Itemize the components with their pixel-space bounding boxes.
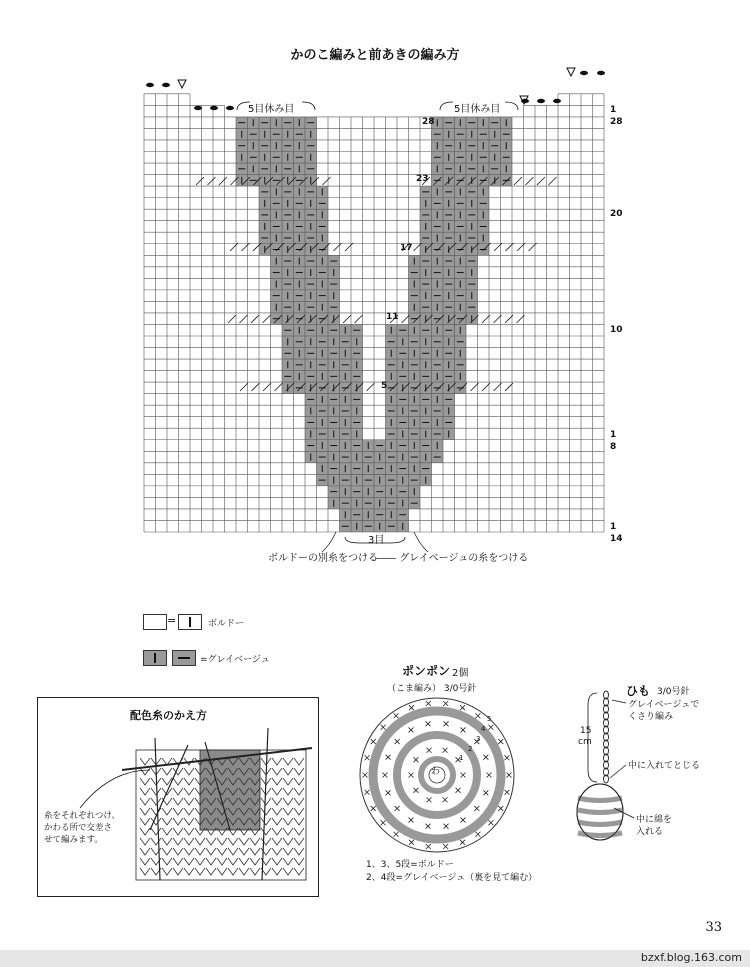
rest-label-left: 5目休み目: [248, 104, 295, 115]
page-number: 33: [705, 920, 722, 935]
pompom-subtitle: （こま編み） 3/0号針: [387, 684, 477, 694]
right-label: 1: [610, 105, 617, 115]
note-line: かわる所で交差さ: [44, 823, 113, 833]
round-number: 1: [459, 754, 464, 762]
cord-label-stuff-2: 入れる: [636, 827, 664, 837]
ball-stripe: [578, 822, 622, 825]
pompom-count: 2個: [452, 668, 469, 679]
right-label: 14: [610, 534, 623, 544]
cord-needle: 3/0号針: [657, 687, 690, 697]
cord-label-close: 中に入れてとじる: [628, 761, 701, 771]
round-number: 5: [487, 715, 492, 723]
bottom-note-right: ―― グレイベージュの糸をつける: [376, 553, 529, 564]
bottom-center-label: 3目: [368, 535, 385, 546]
round-number: 3: [476, 735, 481, 743]
rest-label-right: 5目休み目: [454, 104, 501, 115]
row-label-17: 17: [400, 243, 413, 253]
right-label: 28: [610, 117, 623, 127]
row-label-11: 11: [386, 312, 399, 322]
cord-unit: cm: [578, 737, 592, 747]
pompom-center-label: わ: [431, 767, 441, 777]
right-label: 1: [610, 522, 617, 532]
cord-label-stuff-1: 中に綿を: [636, 815, 673, 825]
right-label: 10: [610, 325, 623, 335]
legend-graybeige: =グレイベージュ: [200, 655, 270, 665]
round-number: 4: [481, 725, 486, 733]
cord-desc-2: くさり編み: [628, 712, 674, 722]
round-number: 2: [468, 745, 473, 753]
right-label: 20: [610, 209, 623, 219]
row-label-23: 23: [416, 174, 429, 184]
page-title: かのこ編みと前あきの編み方: [290, 48, 460, 63]
note-line: 糸をそれぞれつけ、: [44, 811, 120, 821]
cord-title: ひも: [626, 684, 651, 698]
cord-length: 15: [580, 726, 592, 736]
pompom-note-2: 2、4段=グレイベージュ（裏を見て編む）: [366, 873, 538, 883]
legend-bordeaux: ボルドー: [208, 619, 245, 629]
footer-bar: [0, 950, 750, 967]
bottom-note-right-text: グレイベージュの糸をつける: [399, 553, 529, 564]
color-change-title: 配色糸のかえ方: [130, 709, 207, 722]
footer-url: bzxf.blog.163.com: [640, 951, 742, 964]
note-line: せて編みます。: [44, 835, 103, 845]
bottom-note-left: ボルドーの別糸をつける: [268, 553, 378, 564]
row-label-28: 28: [422, 117, 435, 127]
label-pointer: [612, 700, 626, 703]
right-label: 8: [610, 442, 617, 452]
right-label: 1: [610, 430, 617, 440]
ball-stripe: [578, 810, 622, 813]
row-label-5: 5: [381, 381, 388, 391]
ball-stripe: [578, 798, 622, 801]
pompom-title: ポンポン: [402, 664, 451, 678]
pompom-note-1: 1、3、5段=ボルドー: [366, 860, 454, 870]
length-bracket: [588, 693, 597, 782]
label-pointer: [610, 765, 626, 778]
cord-desc-1: グレイベージュで: [628, 700, 700, 710]
legend-equals: =: [167, 614, 177, 627]
